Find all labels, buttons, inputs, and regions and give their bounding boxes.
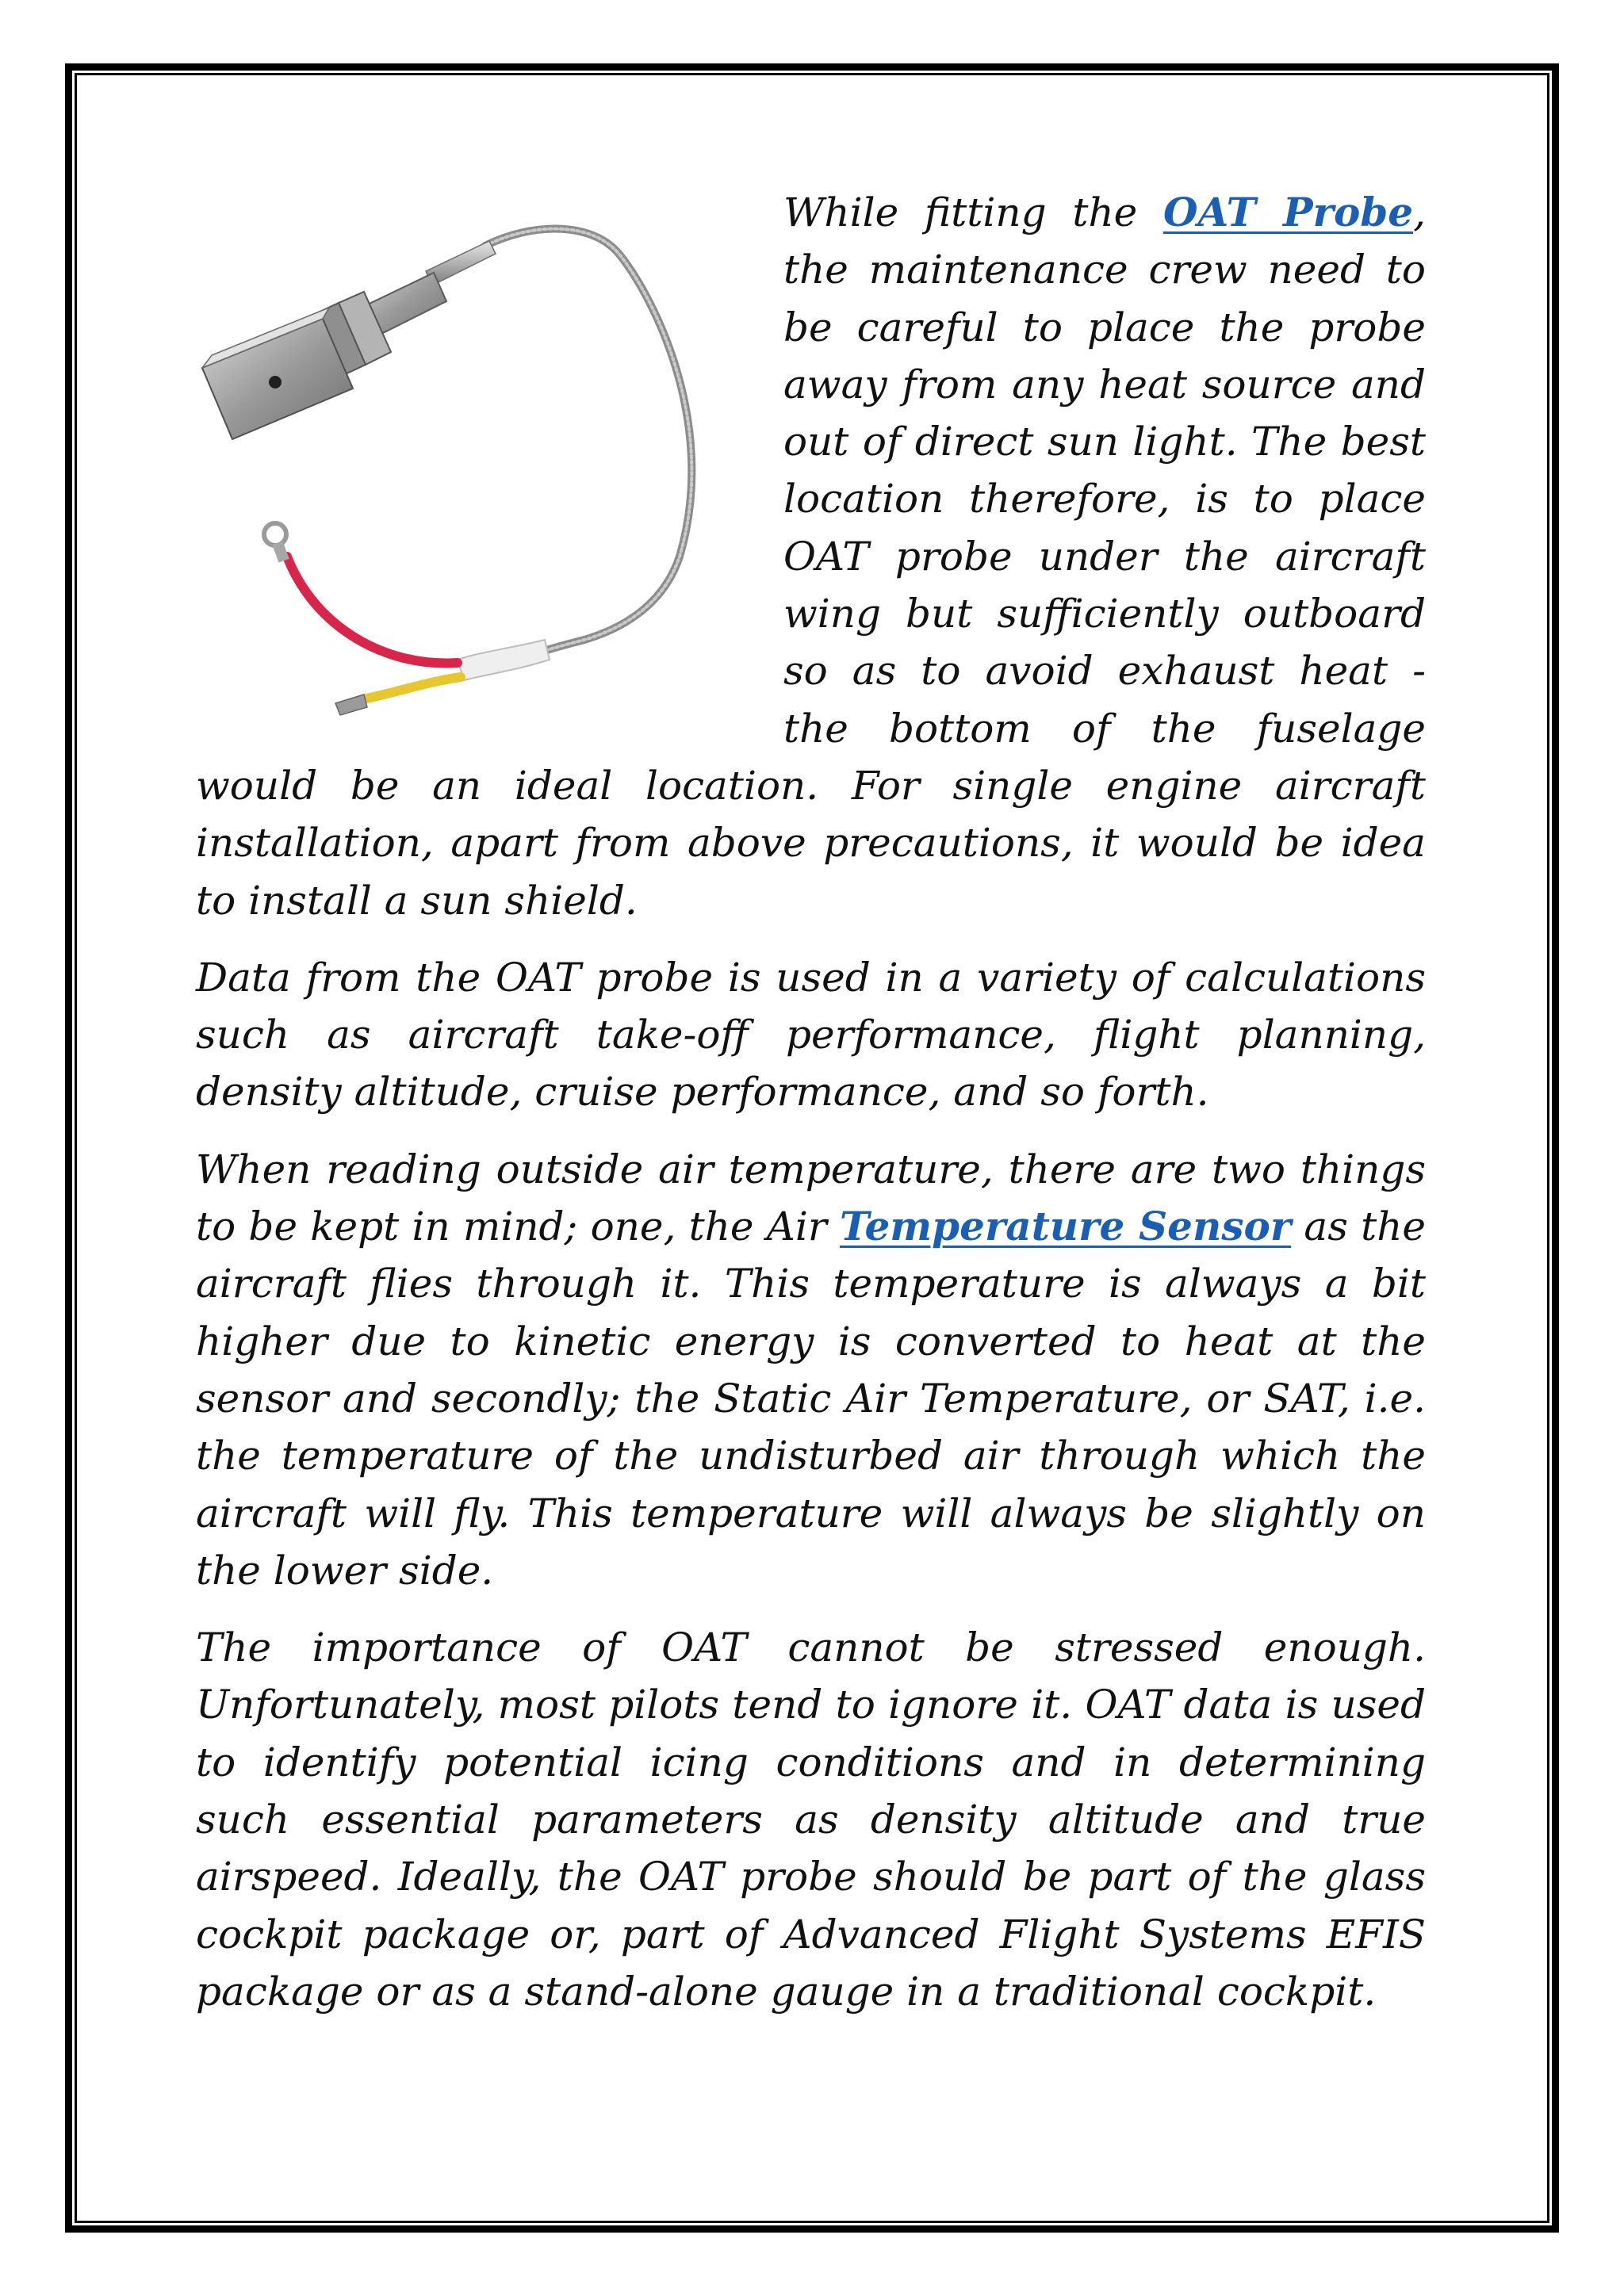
paragraph-3-text-b: as the aircraft flies through it. This temperature is always a bit higher due to kinetic energy is converted to heat at the sensor and secondly; the Static Air Temperature, or SAT, i.e. the temperature of the undisturbed air through which the aircraft will fly. This temperature will always be slightly on the lower side.	[196, 1203, 1426, 1594]
paragraph-3	[196, 1141, 1426, 1599]
paragraph-1-text-b: , the maintenance crew need to be careful to place the probe away from any heat source and out of direct sun light. The best location therefore, is to place OAT probe under the aircraft wing but sufficiently outboard so as to avoid exhaust heat - the bottom of the fuselage would be an ideal location. For single engine aircraft installation, apart from above precautions, it would be idea to install a sun shield.	[196, 189, 1426, 924]
oat-probe-link[interactable]: OAT Probe	[1162, 189, 1414, 235]
paragraph-3-text-a: When reading outside air temperature, there are two things to be kept in mind; one, the Air	[196, 1146, 1426, 1250]
paragraph-2: Data from the OAT probe is used in a variety of calculations such as aircraft take-off performance, flight planning, density altitude, cruise performance, and so forth.	[196, 954, 1426, 1115]
paragraph-1-text-a: While fitting the	[783, 189, 1163, 235]
article-body	[196, 184, 1426, 2040]
paragraph-4: The importance of OAT cannot be stressed enough. Unfortunately, most pilots tend to ignore it. OAT data is used to identify potential icing conditions and in determining such essential parameters as density altitude and true airspeed. Ideally, the OAT probe should be part of the glass cockpit package or, part of Advanced Flight Systems EFIS package or as a stand-alone gauge in a traditional cockpit.	[196, 1624, 1426, 2015]
oat-probe-image	[196, 184, 764, 744]
temperature-sensor-link[interactable]: Temperature Sensor	[840, 1203, 1292, 1250]
